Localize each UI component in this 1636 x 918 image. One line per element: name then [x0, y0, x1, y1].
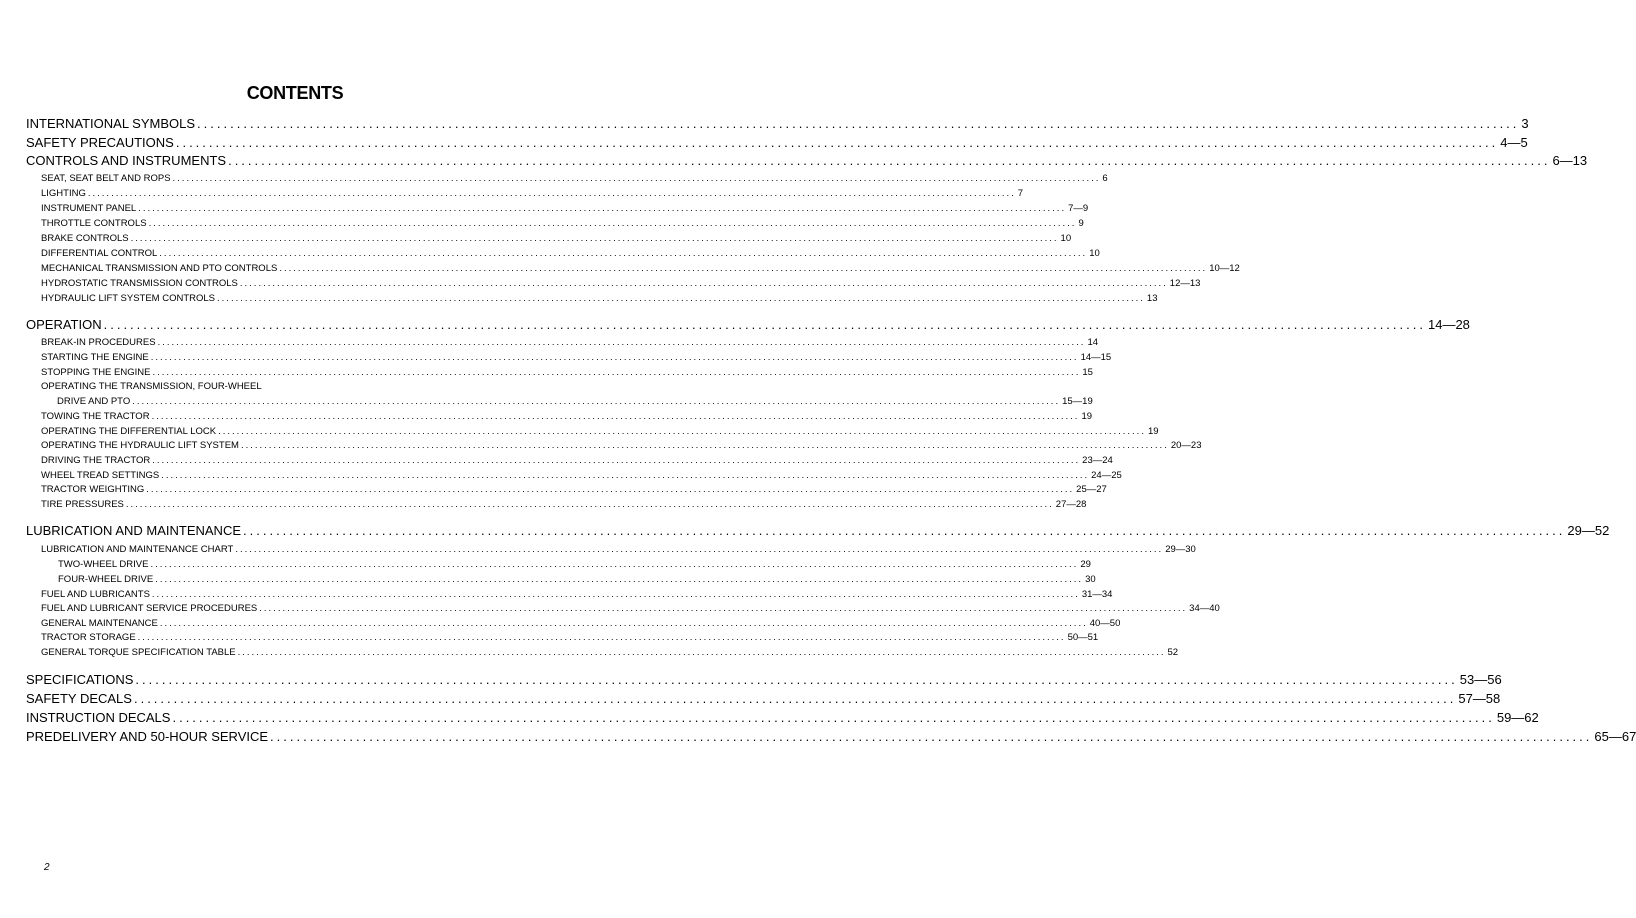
- toc-entry: [41, 440, 1202, 451]
- toc-entry-label: OPERATING THE TRANSMISSION, FOUR-WHEEL: [41, 381, 262, 392]
- toc-entry-label: DRIVE AND PTO: [57, 396, 131, 407]
- dot-leader: ........................................................................................................................................................................................................: [146, 484, 1075, 495]
- toc-entry: [57, 396, 1093, 407]
- dot-leader: ........................................................................................................................................................................................................: [155, 574, 1084, 585]
- toc-entry-label: INTERNATIONAL SYMBOLS: [26, 116, 196, 131]
- toc-entry-page: 9: [1078, 218, 1084, 229]
- toc-entry: [41, 484, 1107, 495]
- dot-leader: ........................................................................................................................................................................................................: [87, 188, 1016, 199]
- toc-entry-page: 14—15: [1080, 352, 1112, 363]
- toc-entry: [41, 367, 1093, 378]
- toc-entry-label: SEAT, SEAT BELT AND ROPS: [41, 173, 171, 184]
- toc-entry-page: 4—5: [1500, 135, 1528, 150]
- toc-entry: [41, 499, 1087, 510]
- toc-entry-label: LUBRICATION AND MAINTENANCE: [26, 523, 242, 538]
- toc-entry: [41, 589, 1113, 600]
- toc-entry: [41, 544, 1196, 555]
- toc-entry-label: BREAK-IN PROCEDURES: [41, 337, 156, 348]
- dot-leader: ........................................................................................................................................................................................................: [150, 559, 1079, 570]
- toc-entry-page: 31—34: [1081, 589, 1113, 600]
- toc-entry: [41, 426, 1159, 437]
- dot-leader: ........................................................................................................................................................................................................: [259, 603, 1188, 614]
- toc-entry-label: GENERAL TORQUE SPECIFICATION TABLE: [41, 647, 236, 658]
- toc-entry-page: 34—40: [1189, 603, 1220, 614]
- dot-leader: ........................................................................................................................................................................................................: [239, 278, 1168, 289]
- toc-entry-page: 7: [1017, 188, 1024, 199]
- toc-entry-label: TIRE PRESSURES: [41, 499, 124, 510]
- toc-entry-label: BRAKE CONTROLS: [41, 233, 129, 244]
- toc-entry-label: INSTRUMENT PANEL: [41, 203, 137, 214]
- toc-entry-label: FOUR-WHEEL DRIVE: [58, 574, 154, 585]
- toc-entry: [41, 248, 1100, 259]
- toc-entry-page: 6: [1102, 173, 1108, 184]
- dot-leader: ........................................................................................................................................................................................................: [152, 455, 1081, 466]
- toc-entry: [41, 203, 1089, 214]
- toc-entry-label: DIFFERENTIAL CONTROL: [41, 248, 158, 259]
- toc-entry-label: LUBRICATION AND MAINTENANCE CHART: [41, 544, 234, 555]
- toc-entry-label: CONTROLS AND INSTRUMENTS: [26, 153, 227, 168]
- dot-leader: ........................................................................................................................................................................................................: [135, 672, 1458, 687]
- dot-leader: ........................................................................................................................................................................................................: [150, 352, 1079, 363]
- toc-entry-page: 53—56: [1459, 672, 1502, 687]
- dot-leader: ........................................................................................................................................................................................................: [217, 293, 1145, 304]
- toc-entry-label: TRACTOR WEIGHTING: [41, 484, 145, 495]
- toc-entry: [26, 135, 1528, 150]
- toc-entry-page: 50—51: [1067, 632, 1099, 643]
- toc-entry: [41, 632, 1099, 643]
- toc-entry-page: 30: [1085, 574, 1096, 585]
- toc-entry: [26, 729, 1636, 744]
- toc-entry: [41, 218, 1084, 229]
- dot-leader: ........................................................................................................................................................................................................: [270, 729, 1593, 744]
- toc-entry-page: 15—19: [1062, 396, 1093, 407]
- toc-entry-page: 19: [1147, 426, 1159, 437]
- dot-leader: ........................................................................................................................................................................................................: [218, 426, 1146, 437]
- toc-entry: [41, 233, 1072, 244]
- toc-entry-page: 10: [1089, 248, 1100, 259]
- dot-leader: ........................................................................................................................................................................................................: [243, 523, 1566, 538]
- dot-leader: ........................................................................................................................................................................................................: [172, 710, 1495, 725]
- toc-entry: [41, 293, 1158, 304]
- toc-entry-label: LIGHTING: [41, 188, 86, 199]
- dot-leader: ........................................................................................................................................................................................................: [133, 691, 1457, 706]
- dot-leader: ........................................................................................................................................................................................................: [235, 544, 1164, 555]
- toc-entry: [41, 352, 1112, 363]
- toc-entry-page: 29—30: [1165, 544, 1196, 555]
- toc-entry: [41, 455, 1113, 466]
- toc-entry-page: 10: [1060, 233, 1072, 244]
- toc-entry-label: SAFETY DECALS: [26, 691, 132, 706]
- toc-entry-label: THROTTLE CONTROLS: [41, 218, 147, 229]
- toc-entry: [26, 116, 1529, 131]
- toc-entry-page: 20—23: [1170, 440, 1202, 451]
- dot-leader: ........................................................................................................................................................................................................: [151, 411, 1080, 422]
- toc-entry-label: HYDRAULIC LIFT SYSTEM CONTROLS: [41, 293, 216, 304]
- toc-entry-label: SAFETY PRECAUTIONS: [26, 135, 174, 150]
- dot-leader: ........................................................................................................................................................................................................: [151, 589, 1080, 600]
- toc-entry: [26, 317, 1470, 332]
- toc-entry-label: GENERAL MAINTENANCE: [41, 618, 158, 629]
- toc-entry: [41, 337, 1099, 348]
- toc-entry-page: 59—62: [1496, 710, 1539, 725]
- toc-entry: [26, 672, 1502, 687]
- dot-leader: ........................................................................................................................................................................................................: [132, 396, 1061, 407]
- toc-entry-label: TRACTOR STORAGE: [41, 632, 136, 643]
- toc-entry-label: DRIVING THE TRACTOR: [41, 455, 151, 466]
- toc-entry-page: 13: [1146, 293, 1158, 304]
- toc-entry: [41, 278, 1201, 289]
- dot-leader: ........................................................................................................................................................................................................: [175, 135, 1499, 150]
- toc-entry-label: FUEL AND LUBRICANTS: [41, 589, 150, 600]
- toc-entry-page: 24—25: [1091, 470, 1122, 481]
- toc-entry-page: 57—58: [1458, 691, 1501, 706]
- toc-entry-page: 25—27: [1076, 484, 1107, 495]
- toc-entry-page: 40—50: [1089, 618, 1121, 629]
- toc-entry-page: 29: [1080, 559, 1091, 570]
- page-title: CONTENTS: [246, 83, 344, 103]
- dot-leader: ........................................................................................................................................................................................................: [159, 248, 1088, 259]
- dot-leader: ........................................................................................................................................................................................................: [172, 173, 1101, 184]
- toc-entry: [41, 173, 1108, 184]
- toc-entry: [41, 188, 1024, 199]
- dot-leader: ........................................................................................................................................................................................................: [240, 440, 1169, 451]
- toc-entry-label: TOWING THE TRACTOR: [41, 411, 150, 422]
- toc-entry-label: INSTRUCTION DECALS: [26, 710, 171, 725]
- toc-entry-label: STARTING THE ENGINE: [41, 352, 149, 363]
- toc-entry-page: 15: [1082, 367, 1093, 378]
- dot-leader: ........................................................................................................................................................................................................: [157, 337, 1086, 348]
- toc-entry-label: OPERATING THE HYDRAULIC LIFT SYSTEM: [41, 440, 239, 451]
- toc-entry: [58, 559, 1091, 570]
- dot-leader: ........................................................................................................................................................................................................: [138, 203, 1067, 214]
- toc-entry-page: 19: [1081, 411, 1093, 422]
- dot-leader: ........................................................................................................................................................................................................: [137, 632, 1066, 643]
- dot-leader: ........................................................................................................................................................................................................: [279, 263, 1208, 274]
- toc-entry: [41, 411, 1093, 422]
- toc-entry-label: TWO-WHEEL DRIVE: [58, 559, 149, 570]
- toc-entry-page: 6—13: [1552, 153, 1588, 168]
- toc-entry-page: 3: [1521, 116, 1529, 131]
- toc-entry-page: 12—13: [1169, 278, 1201, 289]
- toc-entry-page: 65—67: [1594, 729, 1636, 744]
- dot-leader: ........................................................................................................................................................................................................: [161, 470, 1090, 481]
- toc-entry: [26, 710, 1539, 725]
- toc-entry-page: 10—12: [1209, 263, 1240, 274]
- toc-entry: [41, 470, 1122, 481]
- toc-entry-page: 27—28: [1055, 499, 1087, 510]
- dot-leader: ........................................................................................................................................................................................................: [228, 153, 1551, 168]
- dot-leader: ........................................................................................................................................................................................................: [197, 116, 1520, 131]
- toc-entry-page: 14—28: [1427, 317, 1470, 332]
- toc-entry: [41, 381, 635, 392]
- toc-entry-page: 52: [1167, 647, 1179, 658]
- toc-entry: [41, 603, 1220, 614]
- toc-entry-page: 29—52: [1567, 523, 1610, 538]
- toc-entry: [58, 574, 1096, 585]
- toc-entry-label: WHEEL TREAD SETTINGS: [41, 470, 160, 481]
- toc-entry: [41, 647, 1179, 658]
- toc-entry-page: 14: [1087, 337, 1099, 348]
- toc-entry-label: OPERATING THE DIFFERENTIAL LOCK: [41, 426, 217, 437]
- toc-entry-label: OPERATION: [26, 317, 102, 332]
- toc-entry-page: 7—9: [1068, 203, 1089, 214]
- dot-leader: ........................................................................................................................................................................................................: [103, 317, 1426, 332]
- toc-entry: [26, 523, 1610, 538]
- toc-entry-label: FUEL AND LUBRICANT SERVICE PROCEDURES: [41, 603, 258, 614]
- page-number: 2: [44, 862, 50, 873]
- toc-entry-label: STOPPING THE ENGINE: [41, 367, 151, 378]
- dot-leader: ........................................................................................................................................................................................................: [130, 233, 1059, 244]
- toc-entry-label: SPECIFICATIONS: [26, 672, 134, 687]
- dot-leader: ........................................................................................................................................................................................................: [125, 499, 1054, 510]
- dot-leader: ........................................................................................................................................................................................................: [237, 647, 1166, 658]
- toc-entry-label: MECHANICAL TRANSMISSION AND PTO CONTROLS: [41, 263, 278, 274]
- toc-entry-page: 23—24: [1082, 455, 1113, 466]
- toc-entry-label: PREDELIVERY AND 50-HOUR SERVICE: [26, 729, 269, 744]
- dot-leader: ........................................................................................................................................................................................................: [152, 367, 1081, 378]
- toc-entry-label: HYDROSTATIC TRANSMISSION CONTROLS: [41, 278, 238, 289]
- toc-entry: [41, 618, 1121, 629]
- dot-leader: ........................................................................................................................................................................................................: [148, 218, 1077, 229]
- dot-leader: ........................................................................................................................................................................................................: [159, 618, 1088, 629]
- toc-entry: [26, 691, 1501, 706]
- toc-entry: [26, 153, 1588, 168]
- toc-entry: [41, 263, 1240, 274]
